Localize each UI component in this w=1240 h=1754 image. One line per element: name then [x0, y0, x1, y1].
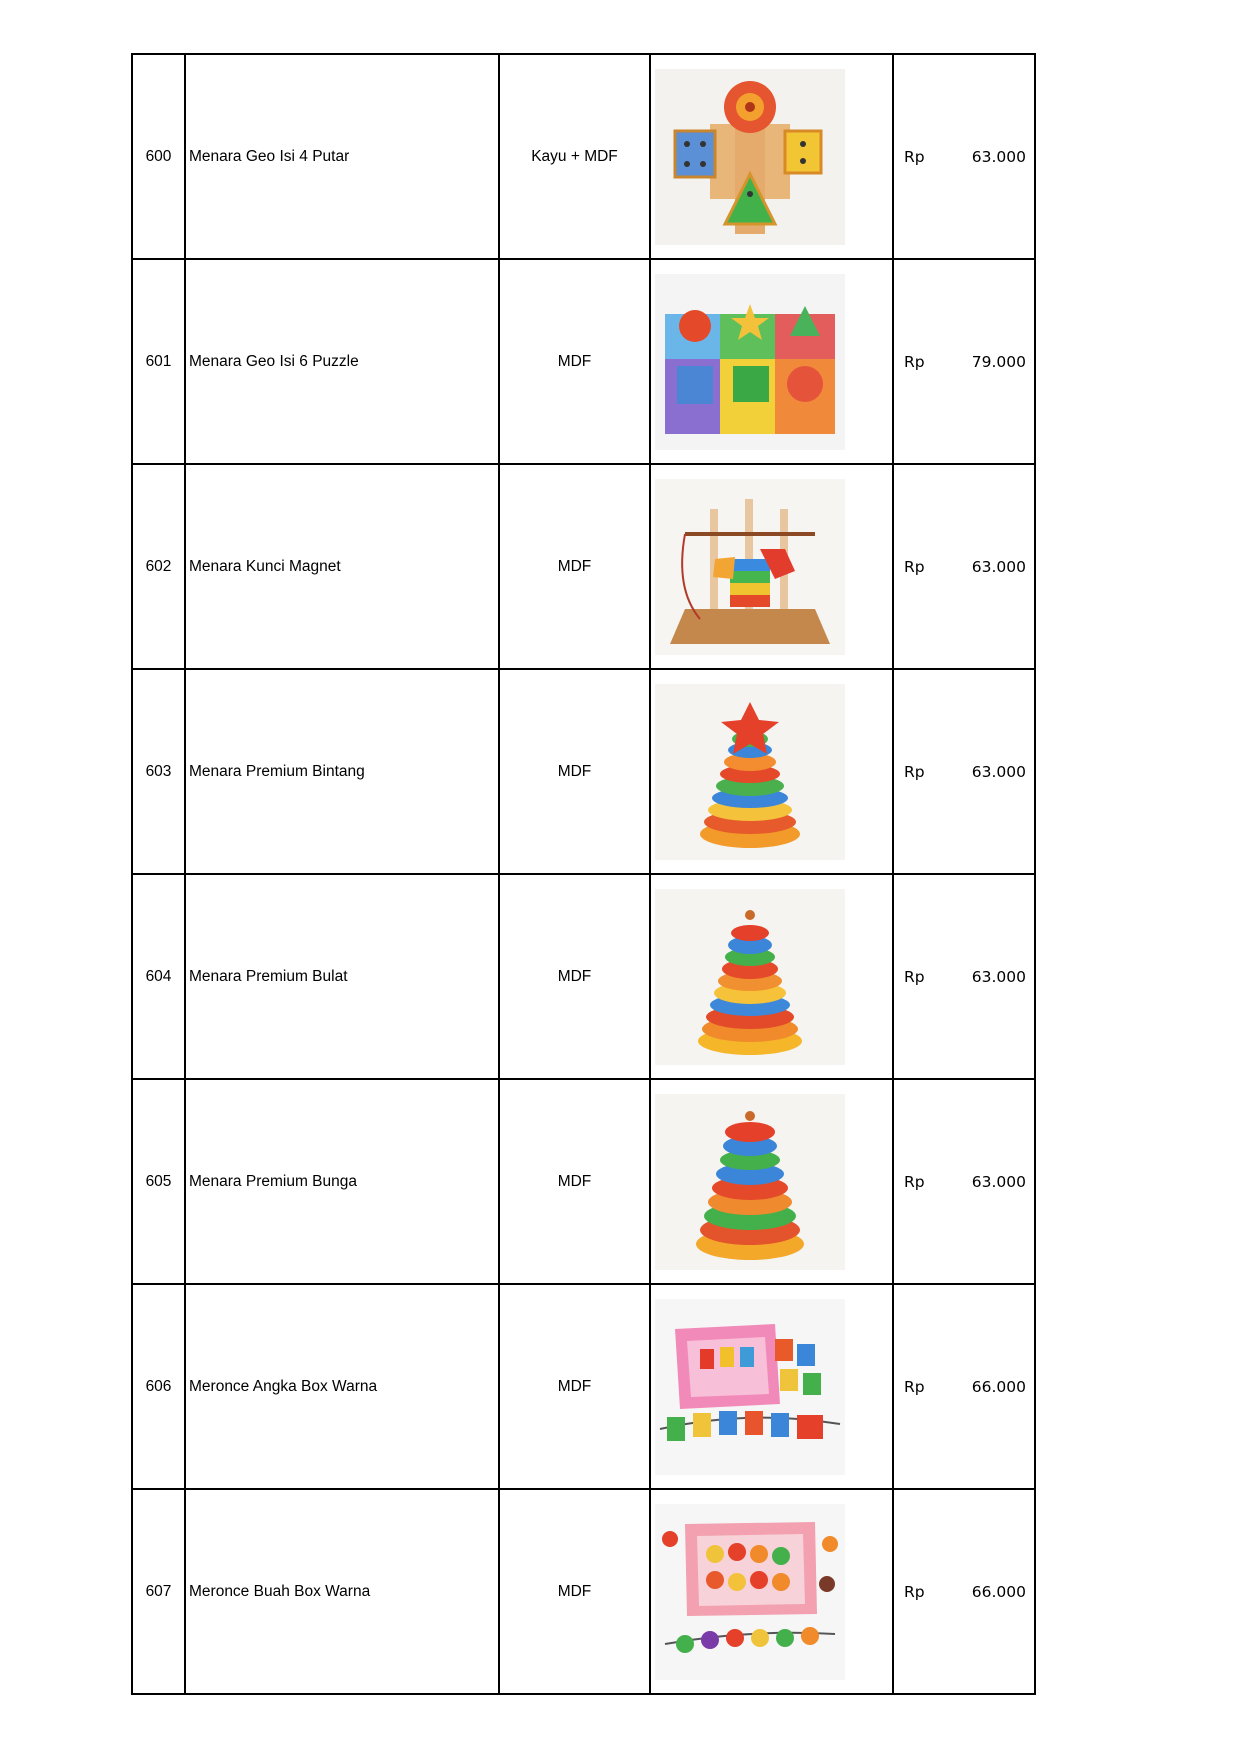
currency-label: Rp [904, 1172, 925, 1191]
product-name: Menara Kunci Magnet [185, 464, 499, 669]
product-name: Menara Premium Bulat [185, 874, 499, 1079]
table-row [132, 669, 1035, 874]
product-photo-geo-4-putar [655, 69, 845, 245]
price-value: 63.000 [971, 147, 1026, 166]
product-number: 603 [132, 669, 185, 874]
product-material: Kayu + MDF [499, 54, 650, 259]
product-material: MDF [499, 1489, 650, 1694]
product-material: MDF [499, 669, 650, 874]
table-row [132, 1284, 1035, 1489]
product-name: Menara Geo Isi 4 Putar [185, 54, 499, 259]
price-value: 63.000 [971, 762, 1026, 781]
table-row [132, 464, 1035, 669]
currency-label: Rp [904, 1582, 925, 1601]
product-photo-geo-6-puzzle [655, 274, 845, 450]
table-row [132, 1079, 1035, 1284]
product-material: MDF [499, 464, 650, 669]
currency-label: Rp [904, 762, 925, 781]
price-value: 63.000 [971, 967, 1026, 986]
product-photo-meronce-angka [655, 1299, 845, 1475]
product-number: 607 [132, 1489, 185, 1694]
price-value: 79.000 [971, 352, 1026, 371]
currency-label: Rp [904, 352, 925, 371]
product-number: 605 [132, 1079, 185, 1284]
currency-label: Rp [904, 557, 925, 576]
product-number: 604 [132, 874, 185, 1079]
product-photo-kunci-magnet [655, 479, 845, 655]
table-row [132, 874, 1035, 1079]
product-name: Menara Geo Isi 6 Puzzle [185, 259, 499, 464]
product-name: Menara Premium Bintang [185, 669, 499, 874]
product-photo-meronce-buah [655, 1504, 845, 1680]
table-row [132, 1489, 1035, 1694]
price-value: 63.000 [971, 1172, 1026, 1191]
table-row [132, 259, 1035, 464]
currency-label: Rp [904, 967, 925, 986]
currency-label: Rp [904, 147, 925, 166]
product-number: 601 [132, 259, 185, 464]
price-value: 66.000 [971, 1377, 1026, 1396]
product-name: Menara Premium Bunga [185, 1079, 499, 1284]
currency-label: Rp [904, 1377, 925, 1396]
product-name: Meronce Angka Box Warna [185, 1284, 499, 1489]
product-number: 600 [132, 54, 185, 259]
product-material: MDF [499, 259, 650, 464]
product-material: MDF [499, 874, 650, 1079]
price-value: 63.000 [971, 557, 1026, 576]
price-value: 66.000 [971, 1582, 1026, 1601]
product-photo-premium-bunga [655, 1094, 845, 1270]
product-photo-premium-bulat [655, 889, 845, 1065]
product-number: 606 [132, 1284, 185, 1489]
table-row [132, 54, 1035, 259]
product-table [131, 53, 1036, 1695]
product-material: MDF [499, 1079, 650, 1284]
product-name: Meronce Buah Box Warna [185, 1489, 499, 1694]
product-material: MDF [499, 1284, 650, 1489]
product-number: 602 [132, 464, 185, 669]
product-photo-premium-bintang [655, 684, 845, 860]
